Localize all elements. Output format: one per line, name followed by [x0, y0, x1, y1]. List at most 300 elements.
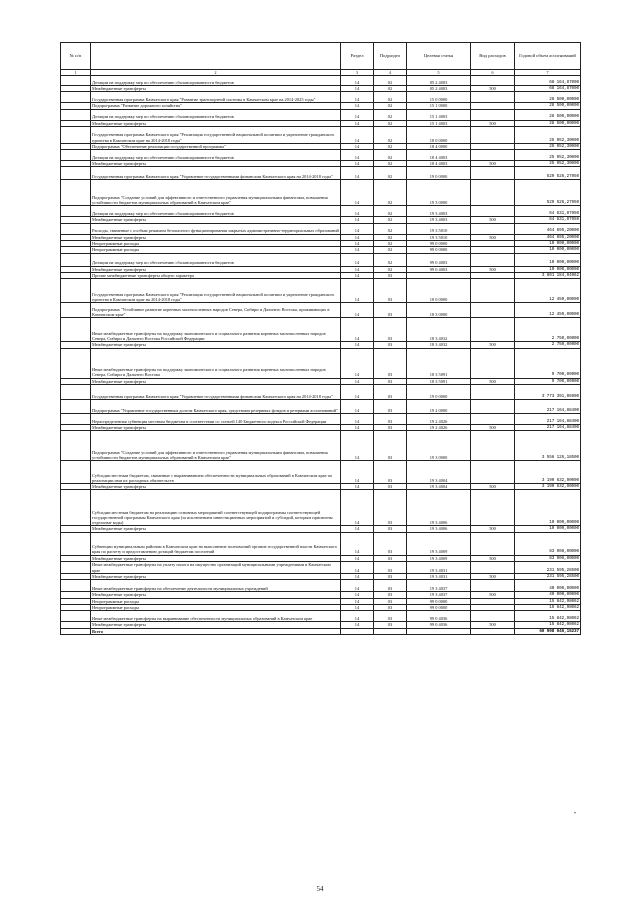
table-row — [61, 126, 581, 143]
cell-section: 14 — [341, 150, 374, 161]
header-expense-type: Вид расходов — [471, 43, 515, 70]
cell-section: 14 — [341, 206, 374, 217]
cell-amount: 529 526,27950 — [515, 167, 581, 180]
cell-num — [61, 490, 91, 526]
cell-target: 18 3 5091 — [407, 378, 471, 384]
total-row — [61, 628, 581, 634]
cell-expense-type: 500 — [471, 234, 515, 240]
cell-section: 14 — [341, 272, 374, 278]
cell-subsection: 03 — [374, 580, 407, 592]
table-row — [61, 76, 581, 86]
cell-subsection: 03 — [374, 378, 407, 384]
cell-target: 19 3 0000 — [407, 180, 471, 206]
cell-expense-type — [471, 92, 515, 103]
cell-expense-type: 500 — [471, 342, 515, 348]
cell-section: 14 — [341, 592, 374, 598]
cell-subsection: 03 — [374, 611, 407, 622]
cell-subsection: 02 — [374, 161, 407, 167]
cell-expense-type — [471, 206, 515, 217]
cell-name: Межбюджетные трансферты — [91, 234, 341, 240]
cell-amount: 10 000,00000 — [515, 266, 581, 272]
cell-expense-type — [471, 431, 515, 461]
column-number: 6 — [471, 70, 515, 76]
cell-expense-type — [471, 611, 515, 622]
cell-num — [61, 167, 91, 180]
cell-section: 14 — [341, 303, 374, 318]
total-amount: 60 998 046,15237 — [515, 628, 581, 634]
cell-section: 14 — [341, 234, 374, 240]
cell-subsection: 02 — [374, 167, 407, 180]
cell-subsection: 03 — [374, 279, 407, 303]
cell-subsection: 02 — [374, 241, 407, 247]
cell-target: 18 0 0000 — [407, 279, 471, 303]
cell-expense-type — [471, 303, 515, 318]
cell-section: 14 — [341, 526, 374, 532]
cell-section: 14 — [341, 490, 374, 526]
cell-subsection: 03 — [374, 555, 407, 561]
cell-amount: 25 952,30000 — [515, 143, 581, 149]
cell-section: 14 — [341, 348, 374, 378]
cell-amount: 464 695,20000 — [515, 234, 581, 240]
cell-name: Иные межбюджетные трансферты на обеспечение деятельности муниципальных учреждений — [91, 580, 341, 592]
cell-target: 19 3 4031 — [407, 562, 471, 574]
cell-target: 99 0 0000 — [407, 598, 471, 604]
cell-section: 14 — [341, 424, 374, 430]
cell-section: 14 — [341, 431, 374, 461]
cell-amount: 12 450,00000 — [515, 303, 581, 318]
cell-amount: 28 500,00000 — [515, 120, 581, 126]
header-section: Раздел — [341, 43, 374, 70]
cell-name: Межбюджетные трансферты — [91, 526, 341, 532]
cell-expense-type: 500 — [471, 574, 515, 580]
cell-subsection: 02 — [374, 217, 407, 223]
cell-target: 19 0 0000 — [407, 384, 471, 399]
cell-target: 19 3 4037 — [407, 580, 471, 592]
cell-target: 15 0 0000 — [407, 92, 471, 103]
cell-num — [61, 318, 91, 342]
table-row — [61, 384, 581, 399]
cell-expense-type — [471, 384, 515, 399]
cell-section: 14 — [341, 461, 374, 484]
cell-amount: 231 595,28500 — [515, 562, 581, 574]
table-row — [61, 303, 581, 318]
cell-num — [61, 461, 91, 484]
cell-amount: 15 842,98062 — [515, 598, 581, 604]
cell-target: 99 0 0000 — [407, 604, 471, 610]
cell-subsection: 02 — [374, 234, 407, 240]
cell-num — [61, 399, 91, 413]
cell-amount: 217 164,88400 — [515, 399, 581, 413]
cell-section: 14 — [341, 598, 374, 604]
cell-section: 14 — [341, 103, 374, 109]
cell-target: 18 0 0000 — [407, 126, 471, 143]
cell-amount: 28 500,00000 — [515, 92, 581, 103]
cell-section: 14 — [341, 92, 374, 103]
cell-subsection: 02 — [374, 247, 407, 253]
cell-expense-type — [471, 223, 515, 234]
cell-target: 19 3 4003 — [407, 206, 471, 217]
header-target: Целевая статья — [407, 43, 471, 70]
cell-target: 19 3 4009 — [407, 532, 471, 555]
cell-name: Дотации на поддержку мер по обеспечению сбалансированности бюджетов — [91, 109, 341, 120]
table-row — [61, 562, 581, 574]
cell-subsection: 03 — [374, 318, 407, 342]
cell-target: 99 0 4036 — [407, 611, 471, 622]
cell-subsection: 02 — [374, 180, 407, 206]
cell-name: Государственная программа Камчатского края "Развитие транспортной системы в Камчатском крае на 2014-2025 годы" — [91, 92, 341, 103]
table-row — [61, 318, 581, 342]
cell-subsection: 03 — [374, 532, 407, 555]
cell-amount: 10 000,00000 — [515, 253, 581, 266]
total-label: Всего — [91, 628, 341, 634]
cell-subsection: 03 — [374, 399, 407, 413]
table-row — [61, 431, 581, 461]
cell-num — [61, 126, 91, 143]
cell-name: Иные межбюджетные трансферты на поддержку экономического и социального развития коренных малочисленных народов Севера, Сибири и Дальнего Востока — [91, 348, 341, 378]
cell-num — [61, 279, 91, 303]
cell-section: 14 — [341, 180, 374, 206]
cell-name: Межбюджетные трансферты — [91, 86, 341, 92]
cell-target: 18 3 5091 — [407, 348, 471, 378]
cell-target: 19 3 4009 — [407, 555, 471, 561]
table-row — [61, 109, 581, 120]
cell-name: Иные межбюджетные трансферты на поддержку экономического и социального развития коренных малочисленных народов Севера, Сибири и Дальнего Востока Российской Федерации — [91, 318, 341, 342]
cell-target: 19 3 4006 — [407, 490, 471, 526]
cell-target: 05 2 4003 — [407, 76, 471, 86]
cell-target: 18 3 4032 — [407, 342, 471, 348]
cell-amount: 28 500,00000 — [515, 109, 581, 120]
cell-expense-type: 500 — [471, 378, 515, 384]
cell-expense-type — [471, 318, 515, 342]
cell-num — [61, 562, 91, 574]
cell-subsection: 03 — [374, 622, 407, 628]
cell-name: Государственная программа Камчатского края "Управление государственными финансами Камчатского края на 2014-2018 годы" — [91, 384, 341, 399]
table-row — [61, 206, 581, 217]
cell-amount: 217 164,88400 — [515, 424, 581, 430]
corner-mark: " — [574, 812, 577, 818]
cell-subsection: 03 — [374, 272, 407, 278]
cell-subsection: 02 — [374, 76, 407, 86]
cell-name: Подпрограмма "Устойчивое развитие коренных малочисленных народов Севера, Сибири и Дальнего Востока, проживающих в Камчатском крае" — [91, 303, 341, 318]
cell-amount: 28 500,00000 — [515, 103, 581, 109]
cell-target: 19 3 4004 — [407, 461, 471, 484]
cell-amount: 231 595,28500 — [515, 574, 581, 580]
table-row — [61, 180, 581, 206]
column-number: 7 — [515, 70, 581, 76]
cell-amount: 12 450,00000 — [515, 279, 581, 303]
cell-subsection: 03 — [374, 348, 407, 378]
table-row — [61, 461, 581, 484]
cell-num — [61, 303, 91, 318]
cell-num — [61, 206, 91, 217]
cell-num — [61, 532, 91, 555]
cell-target: 19 2 4026 — [407, 424, 471, 430]
cell-subsection: 02 — [374, 103, 407, 109]
cell-section: 14 — [341, 342, 374, 348]
table-row — [61, 92, 581, 103]
cell-num — [61, 611, 91, 622]
cell-amount: 83 908,00000 — [515, 532, 581, 555]
cell-subsection: 02 — [374, 86, 407, 92]
cell-subsection: 03 — [374, 484, 407, 490]
header-name — [91, 43, 341, 70]
cell-name: Иные межбюджетные трансферты на уплату налога на имущество организаций муниципальными учреждениями в Камчатском крае — [91, 562, 341, 574]
cell-amount: 10 000,00000 — [515, 247, 581, 253]
cell-expense-type — [471, 253, 515, 266]
cell-section: 14 — [341, 384, 374, 399]
cell-name: Межбюджетные трансферты — [91, 378, 341, 384]
cell-target: 18 4 4003 — [407, 150, 471, 161]
cell-section: 14 — [341, 167, 374, 180]
cell-name: Межбюджетные трансферты — [91, 555, 341, 561]
cell-amount: 9 700,00000 — [515, 378, 581, 384]
cell-amount: 3 556 126,18500 — [515, 431, 581, 461]
cell-amount: 40 000,00000 — [515, 592, 581, 598]
cell-section: 14 — [341, 318, 374, 342]
cell-name: Подпрограмма "Управление государственным долгом Камчатского края, средствами резервных фондов и резервами ассигнований" — [91, 399, 341, 413]
cell-subsection: 02 — [374, 223, 407, 234]
cell-subsection: 03 — [374, 490, 407, 526]
cell-name: Межбюджетные трансферты — [91, 120, 341, 126]
cell-section: 14 — [341, 161, 374, 167]
cell-target: 19 3 5010 — [407, 223, 471, 234]
cell-target: 18 3 4032 — [407, 318, 471, 342]
cell-amount: 64 831,07950 — [515, 206, 581, 217]
table-row — [61, 399, 581, 413]
cell-section: 14 — [341, 413, 374, 424]
cell-amount: 25 952,30000 — [515, 161, 581, 167]
cell-expense-type — [471, 126, 515, 143]
cell-amount: 83 908,00000 — [515, 555, 581, 561]
cell-section: 14 — [341, 279, 374, 303]
cell-section: 14 — [341, 241, 374, 247]
cell-expense-type — [471, 150, 515, 161]
cell-section: 14 — [341, 484, 374, 490]
cell-section: 14 — [341, 217, 374, 223]
cell-name: Субсидии местным бюджетам, связанные с выравниванием обеспеченности муниципальных образований в Камчатском крае по реализации ими их расходных обязательств — [91, 461, 341, 484]
cell-name: Межбюджетные трансферты — [91, 217, 341, 223]
cell-name: Межбюджетные трансферты — [91, 342, 341, 348]
cell-amount: 464 695,20000 — [515, 223, 581, 234]
cell-target: 19 0 0000 — [407, 167, 471, 180]
cell-subsection: 02 — [374, 150, 407, 161]
cell-name: Дотации на поддержку мер по обеспечению сбалансированности бюджетов — [91, 150, 341, 161]
cell-subsection: 03 — [374, 384, 407, 399]
cell-num — [61, 150, 91, 161]
cell-num — [61, 384, 91, 399]
cell-amount: 3 190 632,90000 — [515, 461, 581, 484]
cell-name: Межбюджетные трансферты — [91, 622, 341, 628]
cell-expense-type: 500 — [471, 86, 515, 92]
cell-name: Дотации на поддержку мер по обеспечению сбалансированности бюджетов — [91, 253, 341, 266]
cell-target: 18 4 0000 — [407, 143, 471, 149]
cell-amount: 64 831,07950 — [515, 217, 581, 223]
cell-expense-type: 500 — [471, 555, 515, 561]
cell-expense-type: 500 — [471, 592, 515, 598]
cell-expense-type: 500 — [471, 526, 515, 532]
table-row — [61, 413, 581, 424]
cell-name: Дотации на поддержку мер по обеспечению сбалансированности бюджетов — [91, 206, 341, 217]
cell-section: 14 — [341, 555, 374, 561]
cell-target: 19 3 5010 — [407, 234, 471, 240]
cell-expense-type — [471, 461, 515, 484]
cell-expense-type — [471, 532, 515, 555]
cell-target: 19 3 4006 — [407, 526, 471, 532]
cell-expense-type: 500 — [471, 622, 515, 628]
cell-name: Подпрограмма "Создание условий для эффективного и ответственного управления муниципальными финансами, повышения устойчивости бюджетов муниципальных образований в Камчатском крае" — [91, 180, 341, 206]
cell-num — [61, 109, 91, 120]
column-number: 5 — [407, 70, 471, 76]
header-num: № п/п — [61, 43, 91, 70]
cell-name: Межбюджетные трансферты — [91, 484, 341, 490]
cell-expense-type — [471, 167, 515, 180]
cell-amount: 15 842,98062 — [515, 611, 581, 622]
table-row — [61, 223, 581, 234]
column-number: 4 — [374, 70, 407, 76]
cell-section: 14 — [341, 580, 374, 592]
cell-name: Дотации на поддержку мер по обеспечению сбалансированности бюджетов — [91, 76, 341, 86]
cell-section: 14 — [341, 611, 374, 622]
cell-amount: 2 750,00000 — [515, 342, 581, 348]
cell-section: 14 — [341, 399, 374, 413]
cell-expense-type — [471, 580, 515, 592]
table-row — [61, 532, 581, 555]
table-row — [61, 348, 581, 378]
header-subsection: Подраздел — [374, 43, 407, 70]
cell-amount: 15 842,98062 — [515, 622, 581, 628]
cell-num — [61, 413, 91, 424]
cell-subsection: 02 — [374, 206, 407, 217]
cell-amount: 10 000,00000 — [515, 526, 581, 532]
page-number: 54 — [316, 885, 324, 893]
cell-section: 14 — [341, 253, 374, 266]
cell-subsection: 02 — [374, 120, 407, 126]
cell-section: 14 — [341, 120, 374, 126]
header-amount: Годовой объем ассигнований — [515, 43, 581, 70]
cell-subsection: 02 — [374, 253, 407, 266]
cell-target: 99 0 0000 — [407, 241, 471, 247]
cell-name: Расходы, связанные с особым режимом безопасного функционирования закрытых административно-территориальных образований — [91, 223, 341, 234]
cell-amount: 15 842,98062 — [515, 604, 581, 610]
cell-subsection: 03 — [374, 598, 407, 604]
cell-name: Межбюджетные трансферты — [91, 574, 341, 580]
table-row — [61, 167, 581, 180]
cell-section: 14 — [341, 143, 374, 149]
cell-section: 14 — [341, 223, 374, 234]
cell-target: 19 3 4003 — [407, 217, 471, 223]
cell-subsection: 02 — [374, 109, 407, 120]
cell-section: 14 — [341, 604, 374, 610]
cell-name: Межбюджетные трансферты — [91, 592, 341, 598]
cell-section: 14 — [341, 86, 374, 92]
cell-target: 19 3 4004 — [407, 484, 471, 490]
cell-amount: 40 000,00000 — [515, 580, 581, 592]
cell-expense-type — [471, 279, 515, 303]
cell-expense-type — [471, 490, 515, 526]
cell-expense-type — [471, 180, 515, 206]
cell-name: Государственная программа Камчатского края "Реализация государственной национальной политики и укрепление гражданского единства в Камчатском крае на 2014-2018 годы" — [91, 126, 341, 143]
table-row — [61, 580, 581, 592]
cell-amount: 10 000,00000 — [515, 490, 581, 526]
cell-expense-type — [471, 399, 515, 413]
cell-subsection: 03 — [374, 526, 407, 532]
cell-subsection: 03 — [374, 303, 407, 318]
cell-name: Нераспределенная субвенция местным бюджетам в соответствии со статьей 140 Бюджетного кодекса Российской Федерации — [91, 413, 341, 424]
cell-target: 99 0 4036 — [407, 622, 471, 628]
cell-section: 14 — [341, 126, 374, 143]
cell-name: Подпрограмма "Создание условий для эффективного и ответственного управления муниципальными финансами, повышения устойчивости бюджетов муниципальных образований в Камчатском крае" — [91, 431, 341, 461]
cell-target: 18 3 0000 — [407, 303, 471, 318]
cell-subsection: 02 — [374, 92, 407, 103]
cell-name: Государственная программа Камчатского края "Реализация государственной национальной политики и укрепление гражданского единства в Камчатском крае на 2014-2018 годы" — [91, 279, 341, 303]
cell-target: 99 0 4003 — [407, 266, 471, 272]
cell-num — [61, 76, 91, 86]
cell-name: Иные межбюджетные трансферты на выравнивание обеспеченности муниципальных образований в Камчатском крае — [91, 611, 341, 622]
cell-subsection: 02 — [374, 126, 407, 143]
cell-section: 14 — [341, 622, 374, 628]
cell-target: 15 1 4003 — [407, 109, 471, 120]
cell-target: 18 4 4003 — [407, 161, 471, 167]
cell-subsection: 03 — [374, 413, 407, 424]
cell-expense-type: 500 — [471, 266, 515, 272]
cell-expense-type: 500 — [471, 424, 515, 430]
cell-section: 14 — [341, 378, 374, 384]
cell-target: 19 2 0000 — [407, 399, 471, 413]
cell-name: Непрограммные расходы — [91, 247, 341, 253]
column-number: 1 — [61, 70, 91, 76]
cell-name: Государственная программа Камчатского края "Управление государственными финансами Камчатского края на 2014-2018 годы" — [91, 167, 341, 180]
cell-num — [61, 253, 91, 266]
cell-expense-type — [471, 413, 515, 424]
cell-target: 15 1 4003 — [407, 120, 471, 126]
cell-target: 19 3 4037 — [407, 592, 471, 598]
cell-amount: 529 526,27950 — [515, 180, 581, 206]
cell-amount: 3 190 632,90000 — [515, 484, 581, 490]
table-row — [61, 279, 581, 303]
cell-name: Межбюджетные трансферты — [91, 161, 341, 167]
cell-name: Непрограммные расходы — [91, 241, 341, 247]
cell-amount: 25 952,30000 — [515, 150, 581, 161]
cell-num — [61, 92, 91, 103]
cell-target: 15 1 0000 — [407, 103, 471, 109]
cell-amount: 2 750,00000 — [515, 318, 581, 342]
cell-subsection: 03 — [374, 574, 407, 580]
cell-name: Прочие межбюджетные трансферты общего характера — [91, 272, 341, 278]
cell-name: Межбюджетные трансферты — [91, 266, 341, 272]
cell-num — [61, 223, 91, 234]
cell-expense-type: 500 — [471, 161, 515, 167]
cell-amount: 10 000,00000 — [515, 241, 581, 247]
cell-subsection: 03 — [374, 461, 407, 484]
table-row — [61, 150, 581, 161]
cell-section: 14 — [341, 109, 374, 120]
cell-expense-type: 500 — [471, 484, 515, 490]
cell-target: 19 3 0000 — [407, 431, 471, 461]
cell-expense-type: 500 — [471, 217, 515, 223]
cell-subsection: 03 — [374, 592, 407, 598]
cell-num — [61, 431, 91, 461]
cell-num — [61, 180, 91, 206]
cell-expense-type: 500 — [471, 120, 515, 126]
cell-name: Подпрограмма "Развитие дорожного хозяйства" — [91, 103, 341, 109]
cell-section: 14 — [341, 247, 374, 253]
cell-amount: 68 164,87000 — [515, 86, 581, 92]
cell-amount: 68 164,87000 — [515, 76, 581, 86]
cell-target: 19 3 4031 — [407, 574, 471, 580]
table-header-row — [61, 43, 581, 70]
cell-section: 14 — [341, 562, 374, 574]
cell-name: Подпрограмма "Обеспечение реализации государственной программы" — [91, 143, 341, 149]
